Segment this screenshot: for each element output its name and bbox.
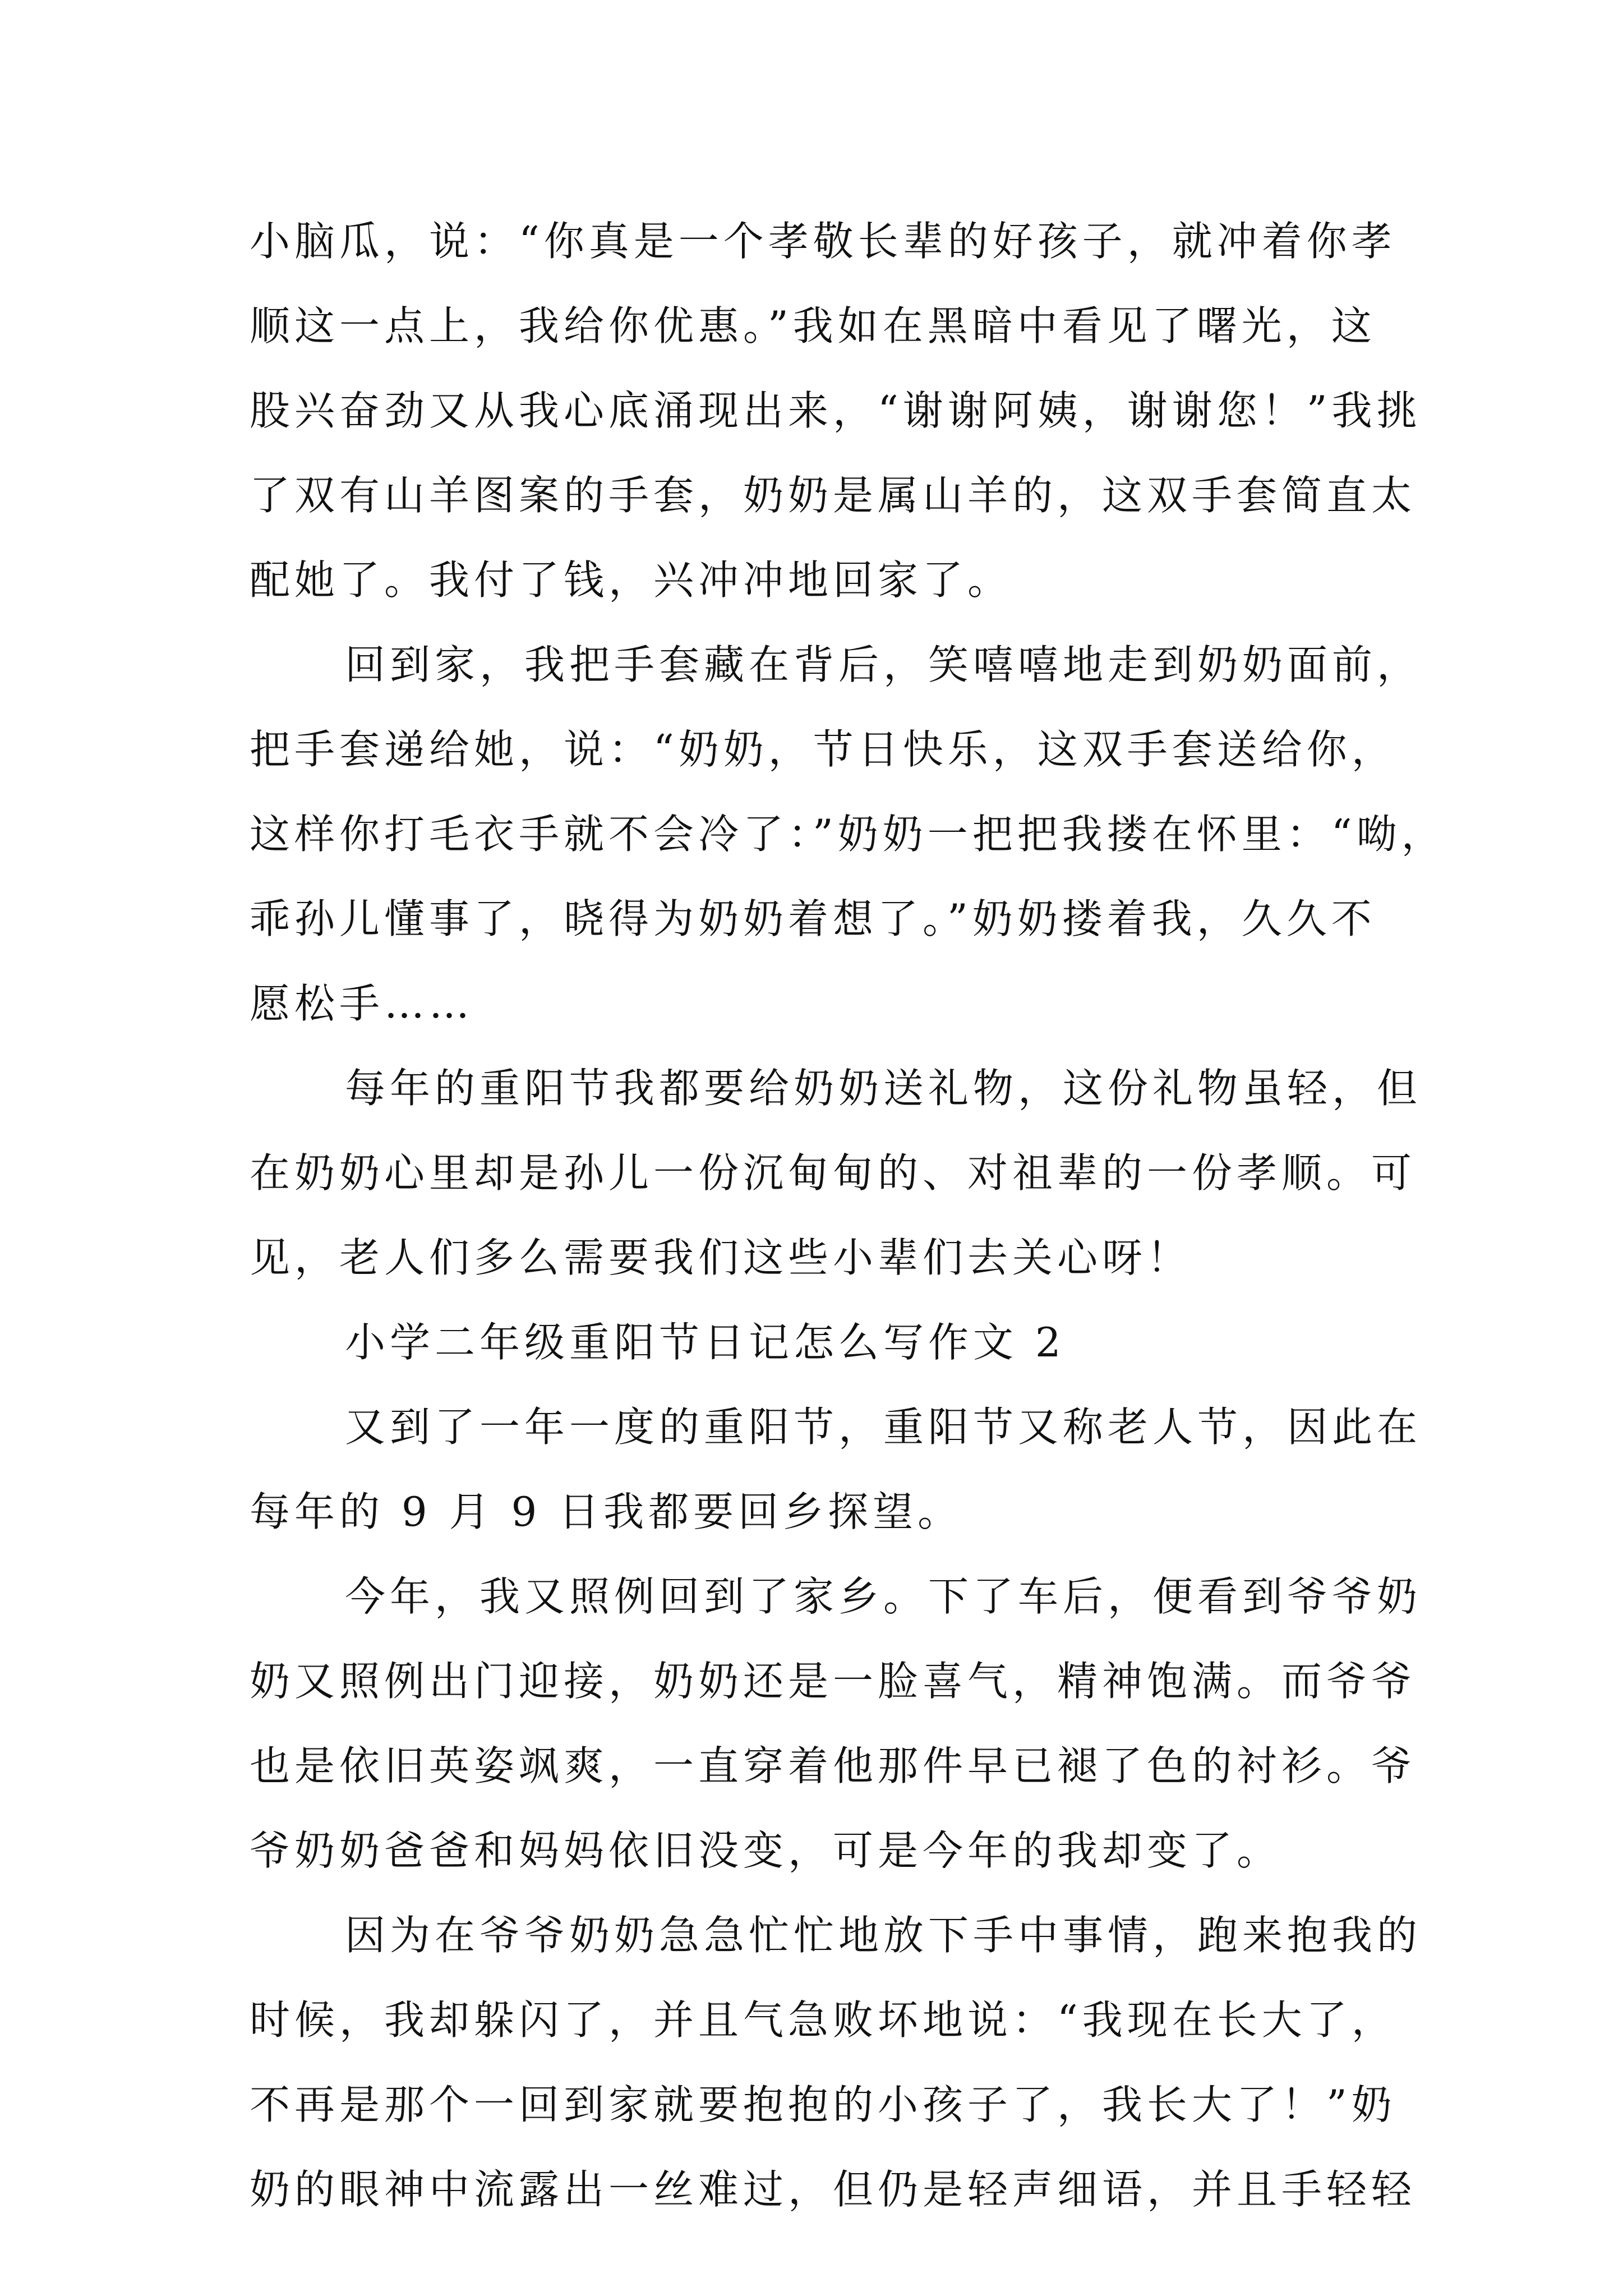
article-body xyxy=(250,199,1446,2232)
text-line: 时候，我却躲闪了，并且气急败坏地说：“我现在长大了， xyxy=(250,1996,1396,2044)
text-line: 把手套递给她，说：“奶奶，节日快乐，这双手套送给你， xyxy=(250,726,1396,773)
section-title: 小学二年级重阳节日记怎么写作文 2 xyxy=(345,1319,1066,1366)
text-line: 这样你打毛衣手就不会冷了：”奶奶一把把我搂在怀里：“呦， xyxy=(250,811,1446,858)
text-line: 见，老人们多么需要我们这些小辈们去关心呀！ xyxy=(250,1234,1192,1281)
paragraph-start-line: 又到了一年一度的重阳节，重阳节又称老人节，因此在 xyxy=(345,1404,1422,1451)
text-line: 愿松手…… xyxy=(250,980,474,1027)
text-line: 爷奶奶爸爸和妈妈依旧没变，可是今年的我却变了。 xyxy=(250,1827,1282,1874)
text-line: 奶又照例出门迎接，奶奶还是一脸喜气，精神饱满。而爷爷 xyxy=(250,1658,1417,1705)
text-line: 小脑瓜，说：“你真是一个孝敬长辈的好孩子，就冲着你孝 xyxy=(250,218,1396,265)
text-line: 每年的 9 月 9 日我都要回乡探望。 xyxy=(250,1488,963,1535)
text-line: 不再是那个一回到家就要抱抱的小孩子了，我长大了！”奶 xyxy=(250,2081,1396,2128)
text-line: 股兴奋劲又从我心底涌现出来，“谢谢阿姨，谢谢您！”我挑 xyxy=(250,387,1422,434)
paragraph-start-line: 因为在爷爷奶奶急急忙忙地放下手中事情，跑来抱我的 xyxy=(345,1912,1422,1959)
text-line: 了双有山羊图案的手套，奶奶是属山羊的，这双手套简直太 xyxy=(250,472,1417,519)
text-line: 在奶奶心里却是孙儿一份沉甸甸的、对祖辈的一份孝顺。可 xyxy=(250,1149,1417,1197)
text-line: 乖孙儿懂事了，晓得为奶奶着想了。”奶奶搂着我，久久不 xyxy=(250,895,1376,942)
paragraph-start-line: 回到家，我把手套藏在背后，笑嘻嘻地走到奶奶面前， xyxy=(345,641,1422,688)
paragraph-start-line: 每年的重阳节我都要给奶奶送礼物，这份礼物虽轻，但 xyxy=(345,1065,1422,1112)
text-line: 也是依旧英姿飒爽，一直穿着他那件早已褪了色的衬衫。爷 xyxy=(250,1742,1417,1789)
text-line: 奶的眼神中流露出一丝难过，但仍是轻声细语，并且手轻轻 xyxy=(250,2166,1417,2213)
text-line: 配她了。我付了钱，兴冲冲地回家了。 xyxy=(250,556,1013,604)
paragraph-start-line: 今年，我又照例回到了家乡。下了车后，便看到爷爷奶 xyxy=(345,1573,1422,1620)
text-line: 顺这一点上，我给你优惠。”我如在黑暗中看见了曙光，这 xyxy=(250,302,1376,349)
